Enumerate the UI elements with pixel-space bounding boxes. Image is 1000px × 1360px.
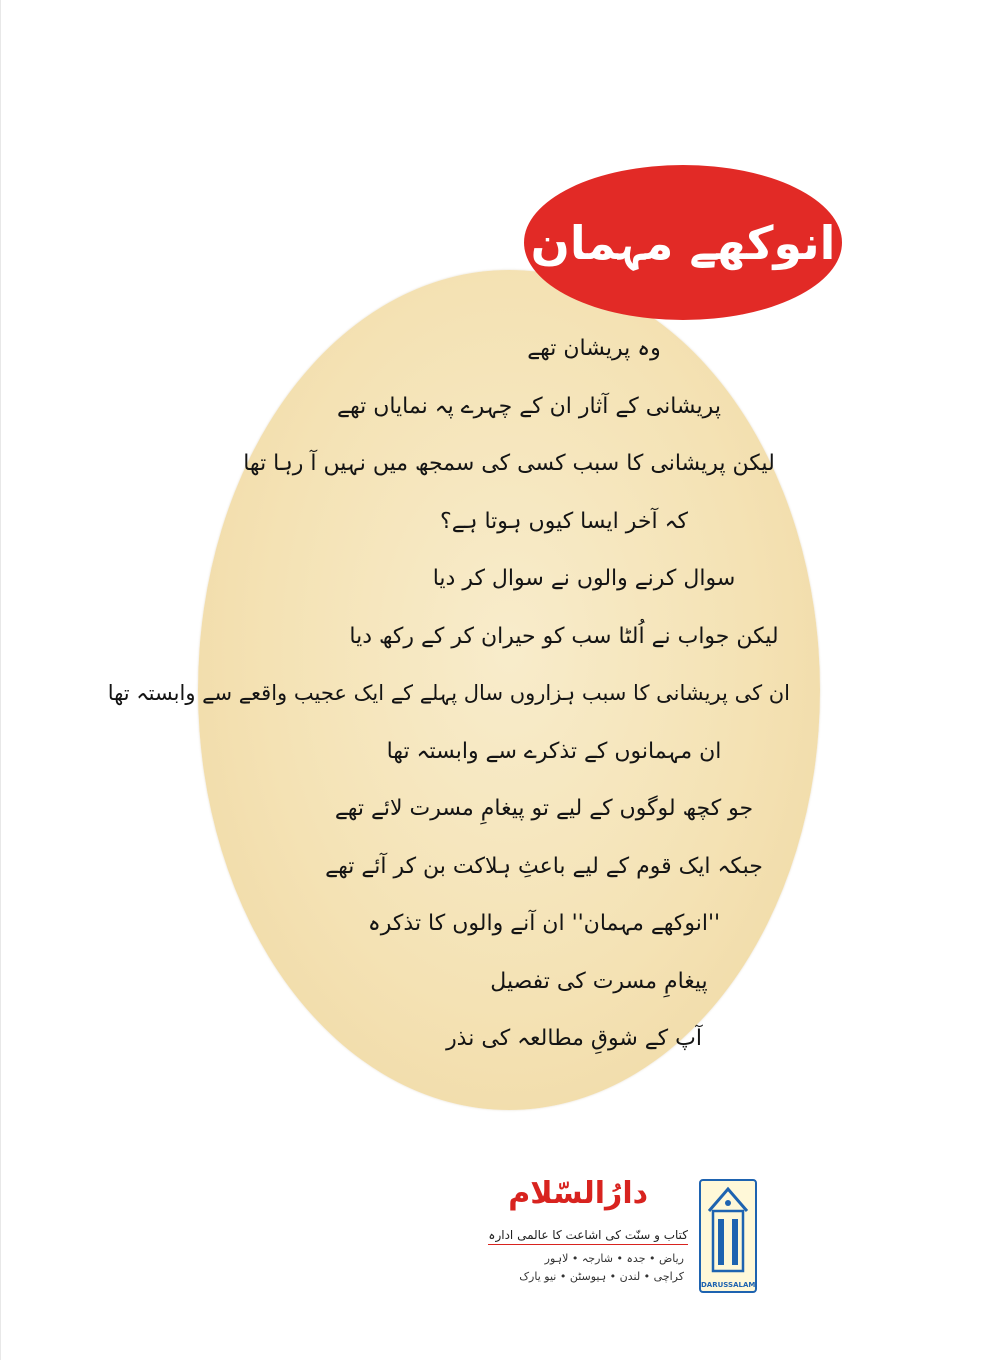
poem-line: جو کچھ لوگوں کے لیے تو پیغامِ مسرت لائے تھے [334,796,754,821]
book-title: انوکھے مہمان [530,215,836,270]
logo-wordmark: DARUSSALAM [701,1281,756,1289]
poem-line: ان کی پریشانی کا سبب ہزاروں سال پہلے کے ایک عجیب واقعے سے وابستہ تھا [107,681,790,705]
poem-text [107,320,790,1068]
poem-line: کہ آخر ایسا کیوں ہوتا ہے؟ [440,508,688,534]
publisher-name: دارُالسّلام [508,1176,648,1211]
poem-line: ان مہمانوں کے تذکرے سے وابستہ تھا [386,738,722,764]
publisher-tagline: کتاب و سنّت کی اشاعت کا عالمی ادارہ [488,1228,688,1245]
publisher-cities: کراچی • لندن • ہیوسٹن • نیو یارک [519,1270,684,1283]
poem-line: وہ پریشان تھے [527,336,661,361]
title-badge [524,165,842,320]
poem-line: آپ کے شوقِ مطالعہ کی نذر [446,1026,702,1051]
poem-line: لیکن جواب نے اُلٹا سب کو حیران کر کے رکھ دیا [349,623,779,649]
poem-line: پریشانی کے آثار ان کے چہرے پہ نمایاں تھے [337,393,721,419]
darussalam-logo-icon [699,1179,757,1293]
poem-line: سوال کرنے والوں نے سوال کر دیا [432,566,736,591]
poem-line: جبکہ ایک قوم کے لیے باعثِ ہلاکت بن کر آئے تھے [325,853,763,879]
poem-line: پیغامِ مسرت کی تفصیل [490,968,708,994]
poem-line: ''انوکھے مہمان'' ان آنے والوں کا تذکرہ [367,911,721,936]
poem-line: لیکن پریشانی کا سبب کسی کی سمجھ میں نہیں آ رہا تھا [243,451,775,476]
publisher-block [478,1176,688,1286]
publisher-cities: ریاض • جدہ • شارجہ • لاہور [544,1252,684,1265]
